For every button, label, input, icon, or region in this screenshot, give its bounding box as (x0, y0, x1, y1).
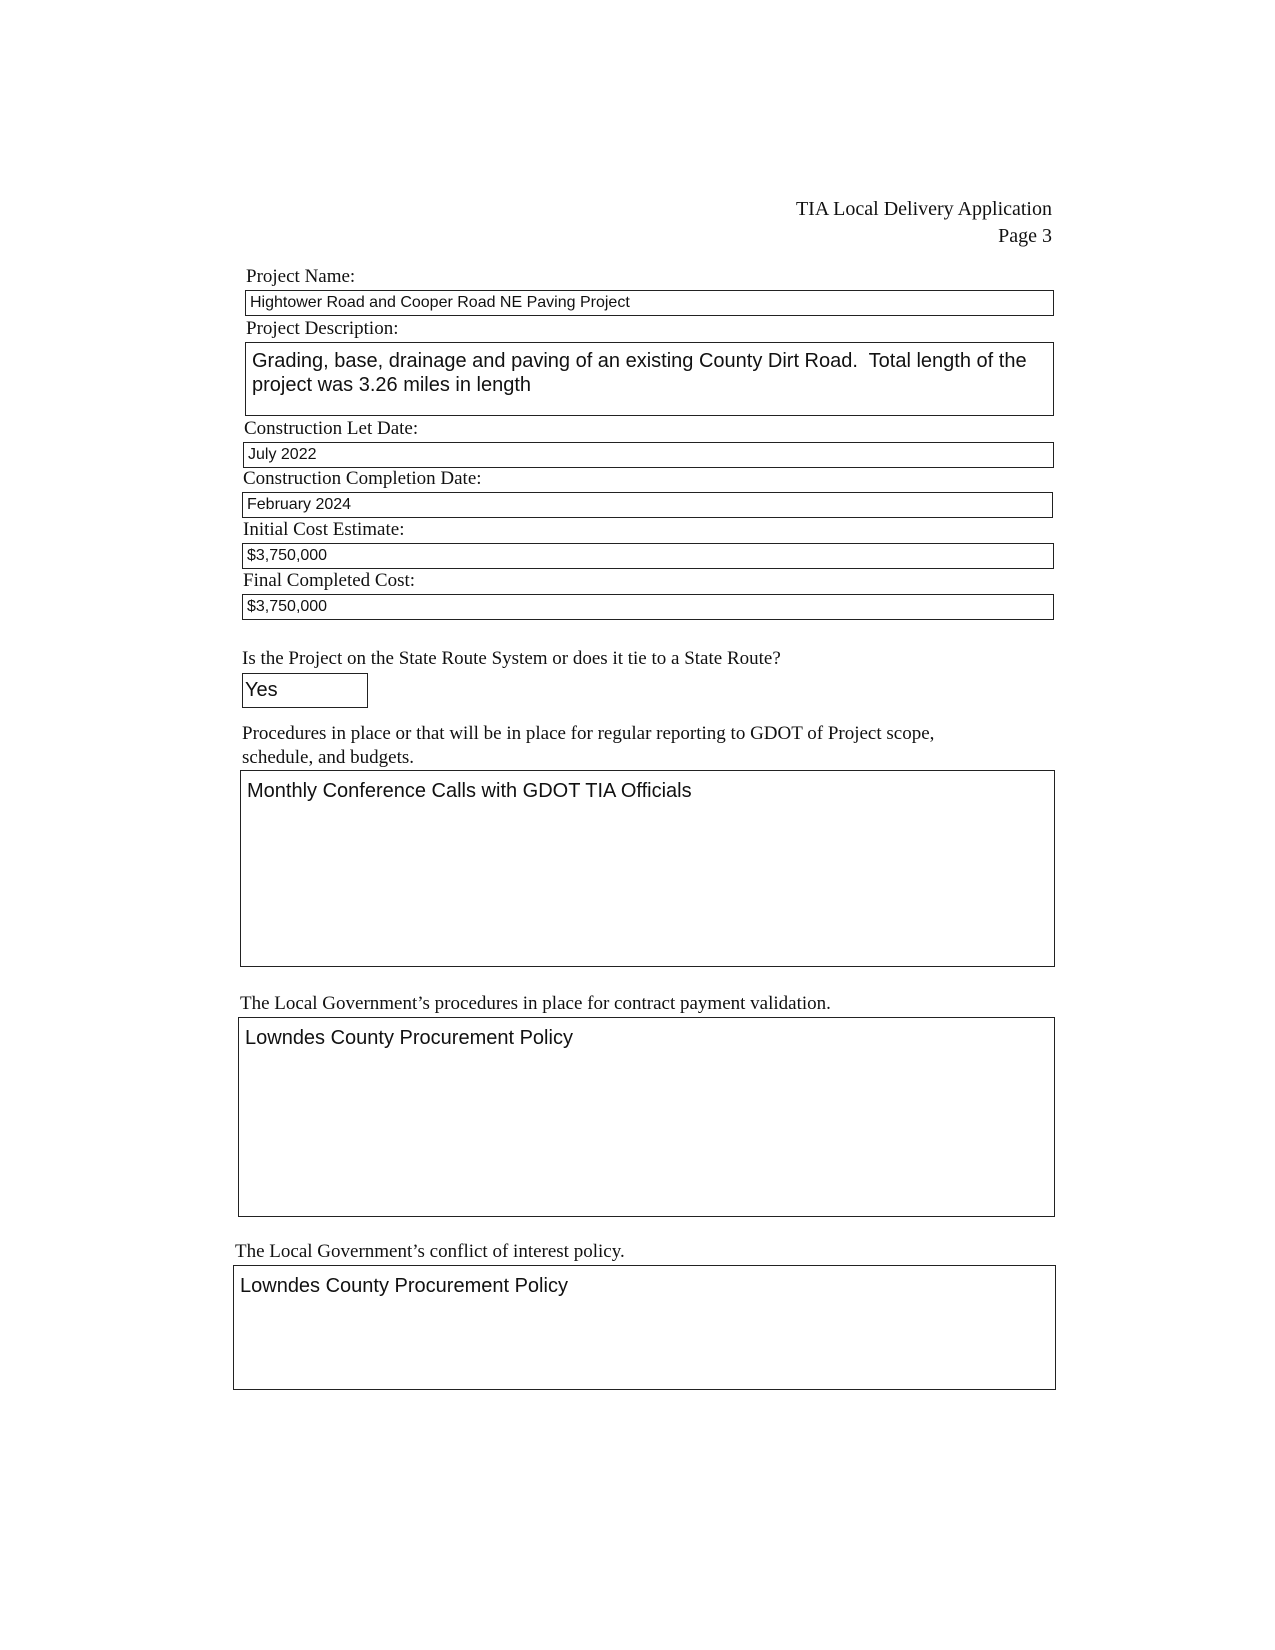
reporting-answer[interactable]: Monthly Conference Calls with GDOT TIA Officials (240, 770, 1055, 967)
payment-validation-answer[interactable]: Lowndes County Procurement Policy (238, 1017, 1055, 1217)
page-header (796, 196, 1052, 250)
project-description-label: Project Description: (246, 318, 399, 339)
state-route-question: Is the Project on the State Route System or does it tie to a State Route? (242, 648, 781, 669)
let-date-field[interactable]: July 2022 (243, 442, 1054, 468)
page-number: Page 3 (998, 225, 1052, 247)
reporting-question: Procedures in place or that will be in place for regular reporting to GDOT of Project scope, schedule, and budgets. (242, 723, 935, 768)
state-route-answer[interactable]: Yes (242, 673, 368, 708)
project-description-field[interactable]: Grading, base, drainage and paving of an existing County Dirt Road. Total length of the project was 3.26 miles in length (245, 342, 1054, 416)
conflict-of-interest-answer[interactable]: Lowndes County Procurement Policy (233, 1265, 1056, 1390)
conflict-of-interest-question: The Local Government’s conflict of interest policy. (235, 1241, 625, 1262)
project-name-label: Project Name: (246, 266, 356, 287)
final-cost-label: Final Completed Cost: (243, 570, 416, 591)
let-date-label: Construction Let Date: (244, 418, 419, 439)
completion-date-label: Construction Completion Date: (243, 468, 482, 489)
final-cost-field[interactable]: $3,750,000 (242, 594, 1054, 620)
project-name-field[interactable]: Hightower Road and Cooper Road NE Paving Project (245, 290, 1054, 316)
initial-cost-label: Initial Cost Estimate: (243, 519, 405, 540)
document-title: TIA Local Delivery Application (795, 198, 1052, 220)
completion-date-field[interactable]: February 2024 (242, 492, 1053, 518)
payment-validation-question: The Local Government’s procedures in place for contract payment validation. (240, 993, 831, 1014)
initial-cost-field[interactable]: $3,750,000 (242, 543, 1054, 569)
